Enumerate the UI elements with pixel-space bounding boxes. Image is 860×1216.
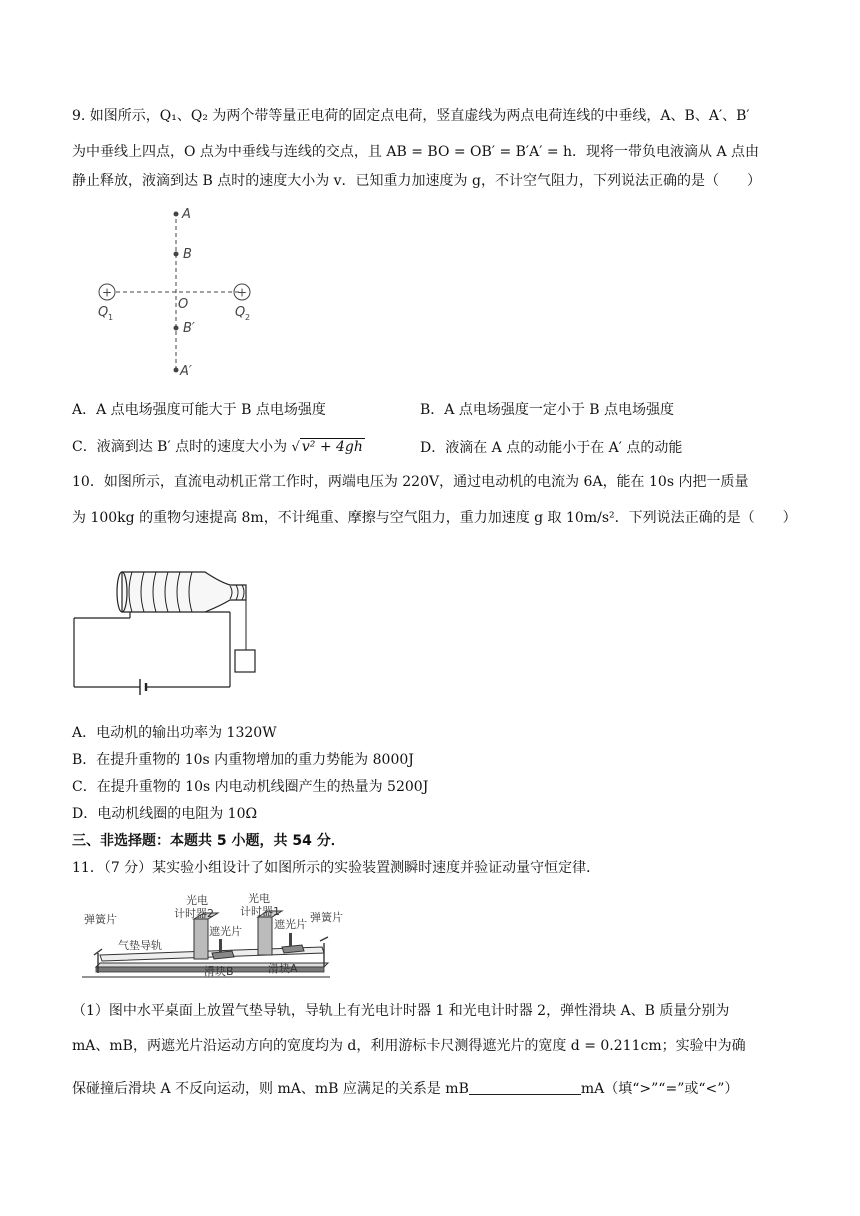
label-O: O xyxy=(178,297,189,312)
slider-B xyxy=(212,951,234,959)
weight-block xyxy=(235,650,255,672)
label-rail: 气垫导轨 xyxy=(118,939,162,952)
label-shade-right: 遮光片 xyxy=(274,918,307,931)
label-shade-left: 遮光片 xyxy=(209,925,242,938)
q10-line-2: 为 100kg 的重物匀速提高 8m，不计绳重、摩擦与空气阻力，重力加速度 g 取 10m/s²．下列说法正确的是（ ） xyxy=(72,510,797,526)
section-3-heading: 三、非选择题：本题共 5 小题，共 54 分． xyxy=(72,833,345,849)
q9-option-c: C．液滴到达 B′ 点时的速度大小为 √ v² + 4gh xyxy=(72,439,363,455)
q10-option-d: D．电动机线圈的电阻为 10Ω xyxy=(72,806,258,822)
label-timer1-bottom: 计时器1 xyxy=(240,905,280,918)
label-spring-right: 弹簧片 xyxy=(310,911,343,924)
label-Q2: Q xyxy=(235,305,246,320)
q9-option-d: D．液滴在 A 点的动能小于在 A′ 点的动能 xyxy=(420,440,683,456)
label-timer1-top: 光电 xyxy=(248,893,270,905)
q10-motor-figure xyxy=(70,560,280,695)
q11-part1-line-1: （1）图中水平桌面上放置气垫导轨，导轨上有光电计时器 1 和光电计时器 2，弹性滑块 A、B 质量分别为 xyxy=(72,1003,730,1019)
q9-option-c-sqrt: v² + 4gh xyxy=(301,439,363,455)
q10-option-c: C．在提升重物的 10s 内电动机线圈产生的热量为 5200J xyxy=(72,779,429,795)
q11-part1-line-3-post: mA（填“>”“=”或“<”） xyxy=(580,1081,739,1097)
label-spring-left: 弹簧片 xyxy=(84,913,117,926)
label-slider-B: 滑块B xyxy=(204,965,234,978)
label-Q1-subscript: 1 xyxy=(108,313,114,322)
q11-part1-line-3 xyxy=(72,1079,738,1099)
label-B-prime: B′ xyxy=(183,321,195,336)
label-Q2-subscript: 2 xyxy=(245,313,251,322)
q10-line-1: 10．如图所示，直流电动机正常工作时，两端电压为 220V，通过电动机的电流为 6A，能在 10s 内把一质量 xyxy=(72,474,749,490)
q10-option-b: B．在提升重物的 10s 内重物增加的重力势能为 8000J xyxy=(72,752,414,768)
answer-blank[interactable] xyxy=(469,1080,581,1095)
q9-charge-figure xyxy=(90,200,270,385)
label-slider-A: 滑块A xyxy=(268,962,298,975)
point-A-prime xyxy=(174,368,179,373)
label-Q1: Q xyxy=(98,305,109,320)
q9-line-2: 为中垂线上四点，O 点为中垂线与连线的交点，且 AB = BO = OB′ = B′A′ = h．现将一带负电液滴从 A 点由 xyxy=(72,144,760,160)
point-B xyxy=(174,252,179,257)
plus-sign-Q2: + xyxy=(236,285,248,300)
q10-option-a: A．电动机的输出功率为 1320W xyxy=(72,725,277,741)
q9-line-1: 9. 如图所示，Q₁、Q₂ 为两个带等量正电荷的固定点电荷，竖直虚线为两点电荷连线的中垂线，A、B、A′、B′ xyxy=(72,108,750,124)
q9-option-b: B．A 点电场强度一定小于 B 点电场强度 xyxy=(420,402,675,418)
q11-part1-line-3-pre: 保碰撞后滑块 A 不反向运动，则 mA、mB 应满足的关系是 mB xyxy=(72,1081,469,1097)
q11-part1-line-2: mA、mB，两遮光片沿运动方向的宽度均为 d，利用游标卡尺测得遮光片的宽度 d = 0.211cm；实验中为确 xyxy=(72,1038,746,1054)
q11-line-1: 11．（7 分）某实验小组设计了如图所示的实验装置测瞬时速度并验证动量守恒定律． xyxy=(72,860,601,876)
q9-option-a: A．A 点电场强度可能大于 B 点电场强度 xyxy=(72,402,326,418)
point-B-prime xyxy=(174,326,179,331)
q11-air-track-figure xyxy=(76,893,356,985)
label-A-prime: A′ xyxy=(180,364,192,379)
label-timer2-top: 光电 xyxy=(186,894,208,907)
point-A xyxy=(174,212,179,217)
label-timer2-bottom: 计时器2 xyxy=(174,907,214,920)
slider-A xyxy=(282,945,304,953)
plus-sign-Q1: + xyxy=(101,285,113,300)
q9-option-c-text: C．液滴到达 B′ 点时的速度大小为 xyxy=(72,439,288,455)
q9-line-3: 静止释放，液滴到达 B 点时的速度大小为 v．已知重力加速度为 g，不计空气阻力，下列说法正确的是（ ） xyxy=(72,173,761,189)
label-A: A xyxy=(182,207,191,222)
label-B: B xyxy=(183,247,192,262)
